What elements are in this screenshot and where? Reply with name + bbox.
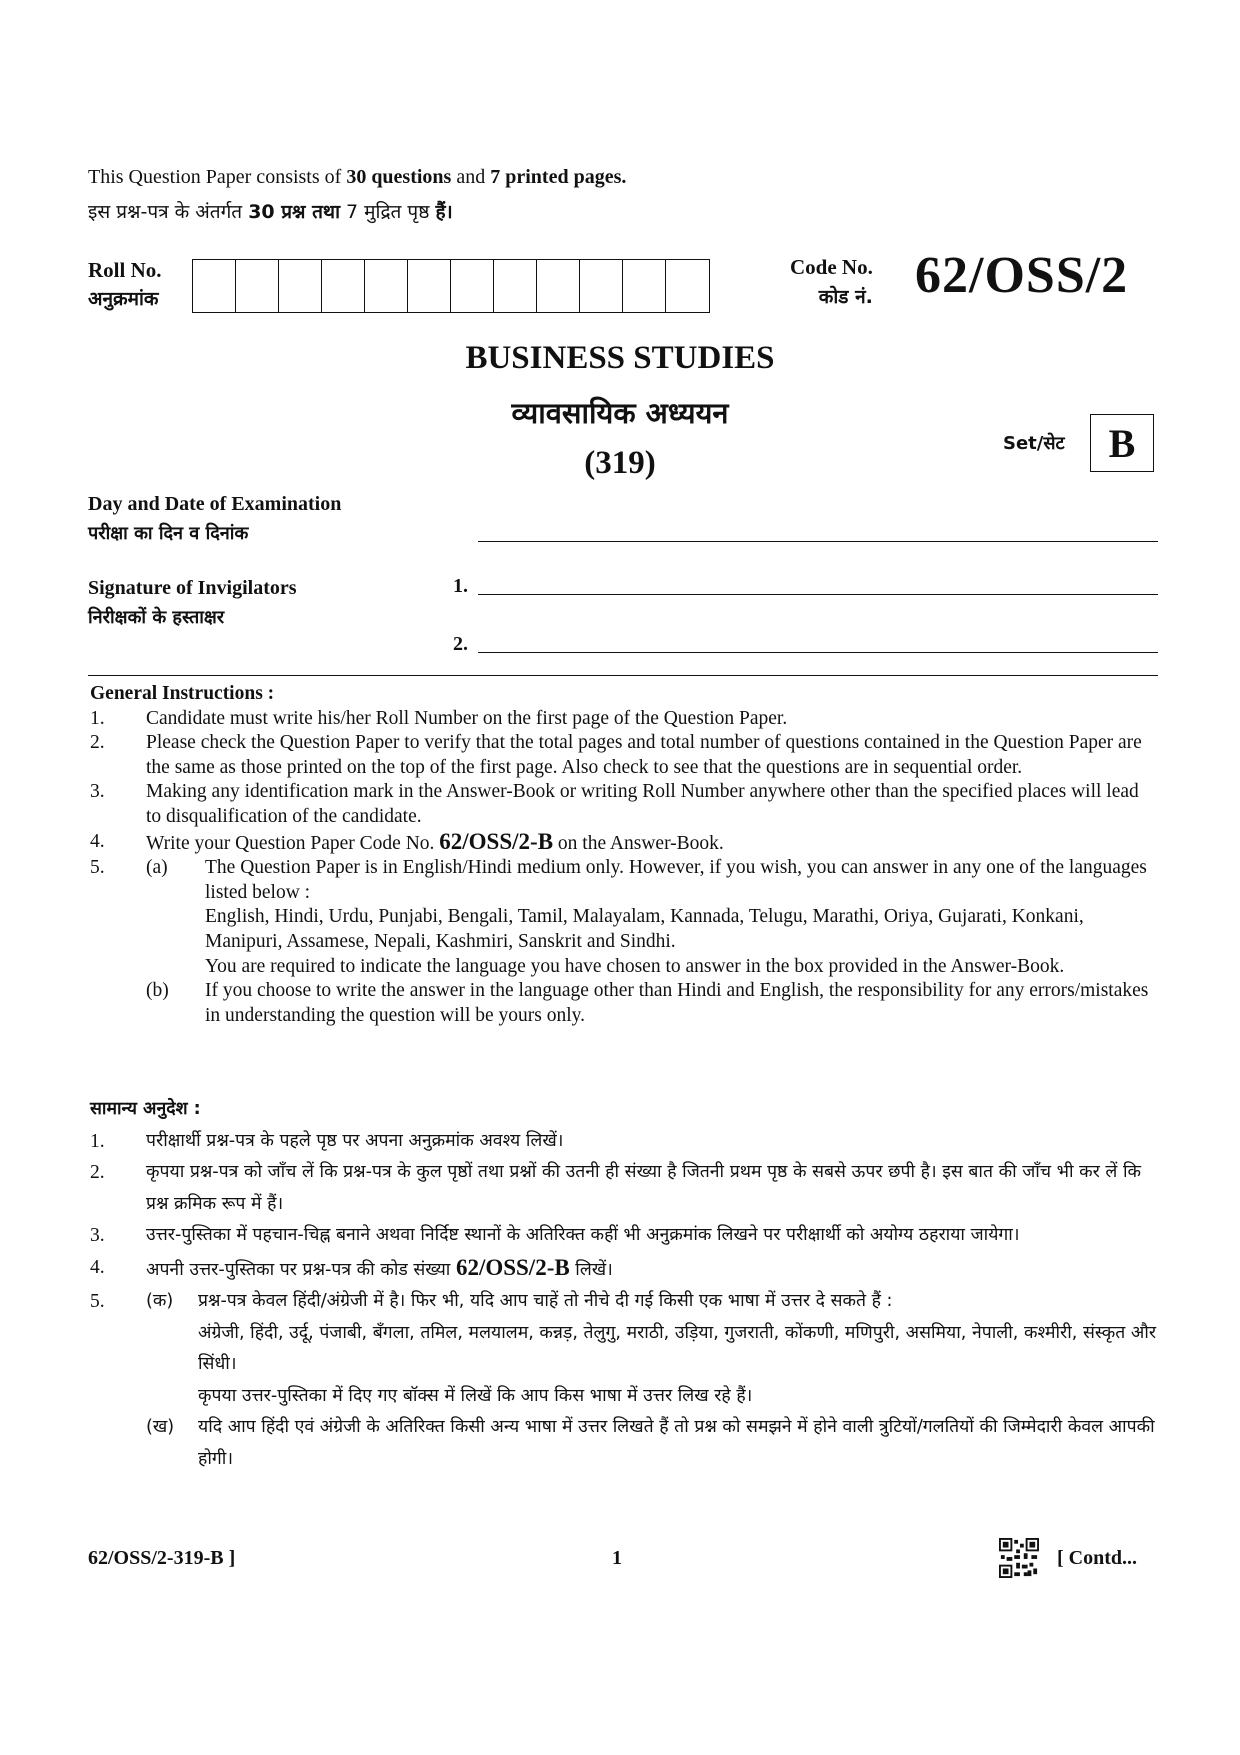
set-value-box: B bbox=[1090, 414, 1154, 472]
instruction-item: (b) If you choose to write the answer in the language other than Hindi and English, the responsibility for any errors/mistakes in understanding the question will be yours only. bbox=[146, 980, 1149, 1026]
signature-line-1[interactable] bbox=[478, 594, 1158, 595]
instruction-item-hi: 1. परीक्षार्थी प्रश्न-पत्र के पहले पृष्ठ पर अपना अनुक्रमांक अवश्य लिखें। bbox=[90, 1130, 564, 1152]
subject-title-en: BUSINESS STUDIES bbox=[465, 340, 775, 376]
instruction-item-hi: 4. अपनी उत्तर-पुस्तिका पर प्रश्न-पत्र की कोड संख्या 62/OSS/2-B लिखें। bbox=[90, 1254, 613, 1280]
instructions-heading-hi: सामान्य अनुदेश : bbox=[90, 1099, 201, 1119]
footer-paper-code: 62/OSS/2-319-B ] bbox=[88, 1547, 236, 1569]
roll-number-boxes[interactable] bbox=[192, 259, 710, 313]
roll-digit-box[interactable] bbox=[666, 260, 709, 312]
set-label: Set/सेट bbox=[1003, 433, 1065, 454]
signature-number-2: 2. bbox=[453, 633, 468, 655]
roll-digit-box[interactable] bbox=[537, 260, 580, 312]
code-number-label: Code No. कोड नं. bbox=[790, 255, 873, 308]
page-number: 1 bbox=[612, 1547, 622, 1569]
exam-date-line[interactable] bbox=[478, 541, 1158, 542]
roll-digit-box[interactable] bbox=[623, 260, 666, 312]
roll-digit-box[interactable] bbox=[580, 260, 623, 312]
instruction-item: 4. Write your Question Paper Code No. 62/OSS/2-B on the Answer-Book. bbox=[90, 828, 724, 854]
exam-date-label: Day and Date of Examination परीक्षा का दिन व दिनांक bbox=[88, 493, 342, 544]
roll-digit-box[interactable] bbox=[236, 260, 279, 312]
section-divider bbox=[88, 675, 1158, 676]
roll-digit-box[interactable] bbox=[193, 260, 236, 312]
instruction-item-hi: 2. कृपया प्रश्न-पत्र को जाँच लें कि प्रश्न-पत्र के कुल पृष्ठों तथा प्रश्नों की उतनी ही संख्या है जितनी प्रथम पृष्ठ के सबसे ऊपर छपी है। इस बात की जाँच भी कर लें कि प्रश्न क्रमिक रूप में हैं। bbox=[90, 1162, 1142, 1214]
instructions-heading-en: General Instructions : bbox=[90, 683, 275, 704]
subject-title-hi: व्यावसायिक अध्ययन bbox=[511, 396, 729, 430]
instruction-item-hi: 3. उत्तर-पुस्तिका में पहचान-चिह्न बनाने अथवा निर्दिष्ट स्थानों के अतिरिक्त कहीं भी अनुक्रमांक लिखने पर परीक्षार्थी को अयोग्य ठहराया जायेगा। bbox=[90, 1225, 1020, 1246]
roll-digit-box[interactable] bbox=[322, 260, 365, 312]
paper-summary-en: This Question Paper consists of 30 questions and 7 printed pages. bbox=[88, 166, 627, 188]
code-number-value: 62/OSS/2 bbox=[915, 247, 1129, 304]
instruction-item: 3. Making any identification mark in the Answer-Book or writing Roll Number anywhere other than the specified places will lead to disqualification of the candidate. bbox=[90, 781, 1139, 827]
instruction-item-hi: 5. (क) प्रश्न-पत्र केवल हिंदी/अंग्रेजी में है। फिर भी, यदि आप चाहें तो नीचे दी गई किसी एक भाषा में उत्तर दे सकते हैं : अंग्रेजी, हिंदी, उर्दू, पंजाबी, बँगला, तमिल, मलयालम, कन्नड़, तेलुगु, मराठी, उड़िया, गुजराती, कोंकणी, मणिपुरी, असमिया, नेपाली, कश्मीरी, संस्कृत और सिंधी। कृपया उत्तर-पुस्तिका में दिए गए बॉक्स में लिखें कि आप किस भाषा में उत्तर लिख रहे हैं। bbox=[90, 1291, 1157, 1406]
instruction-item: 2. Please check the Question Paper to verify that the total pages and total number of questions contained in the Question Paper are the same as those printed on the top of the first page. Also check to see that the questions are in sequential order. bbox=[90, 732, 1142, 778]
invigilator-signature-label: Signature of Invigilators निरीक्षकों के हस्ताक्षर bbox=[88, 577, 297, 628]
instruction-item-hi: (ख) यदि आप हिंदी एवं अंग्रेजी के अतिरिक्त किसी अन्य भाषा में उत्तर लिखते हैं तो प्रश्न को समझने में होने वाली त्रुटियों/गलतियों की जिम्मेदारी केवल आपकी होगी। bbox=[146, 1417, 1155, 1469]
roll-digit-box[interactable] bbox=[279, 260, 322, 312]
qr-code-icon bbox=[999, 1538, 1039, 1578]
roll-digit-box[interactable] bbox=[451, 260, 494, 312]
paper-summary-hi: इस प्रश्न-पत्र के अंतर्गत 30 प्रश्न तथा 7 मुद्रित पृष्ठ हैं। bbox=[88, 201, 453, 223]
instruction-item: 1. Candidate must write his/her Roll Number on the first page of the Question Paper. bbox=[90, 707, 788, 729]
signature-number-1: 1. bbox=[453, 575, 468, 597]
general-instructions-en bbox=[90, 682, 1158, 1028]
roll-digit-box[interactable] bbox=[365, 260, 408, 312]
general-instructions-hi bbox=[90, 1094, 1158, 1475]
signature-line-2[interactable] bbox=[478, 652, 1158, 653]
roll-number-label: Roll No. अनुक्रमांक bbox=[88, 258, 162, 310]
instruction-item: 5. (a) The Question Paper is in English/Hindi medium only. However, if you wish, you can answer in any one of the languages listed below : English, Hindi, Urdu, Punjabi, Bengali, Tamil, Malayalam, Kannada, Telugu, Marathi, Oriya, Gujarati, Konkani, Manipuri, Assamese, Nepali, Kashmiri, Sanskrit and Sindhi. You are required to indicate the language you have chosen to answer in the box provided in the Answer-Book. bbox=[90, 857, 1147, 977]
continued-label: [ Contd... bbox=[1057, 1547, 1138, 1569]
subject-code: (319) bbox=[584, 445, 656, 481]
roll-digit-box[interactable] bbox=[494, 260, 537, 312]
roll-digit-box[interactable] bbox=[408, 260, 451, 312]
